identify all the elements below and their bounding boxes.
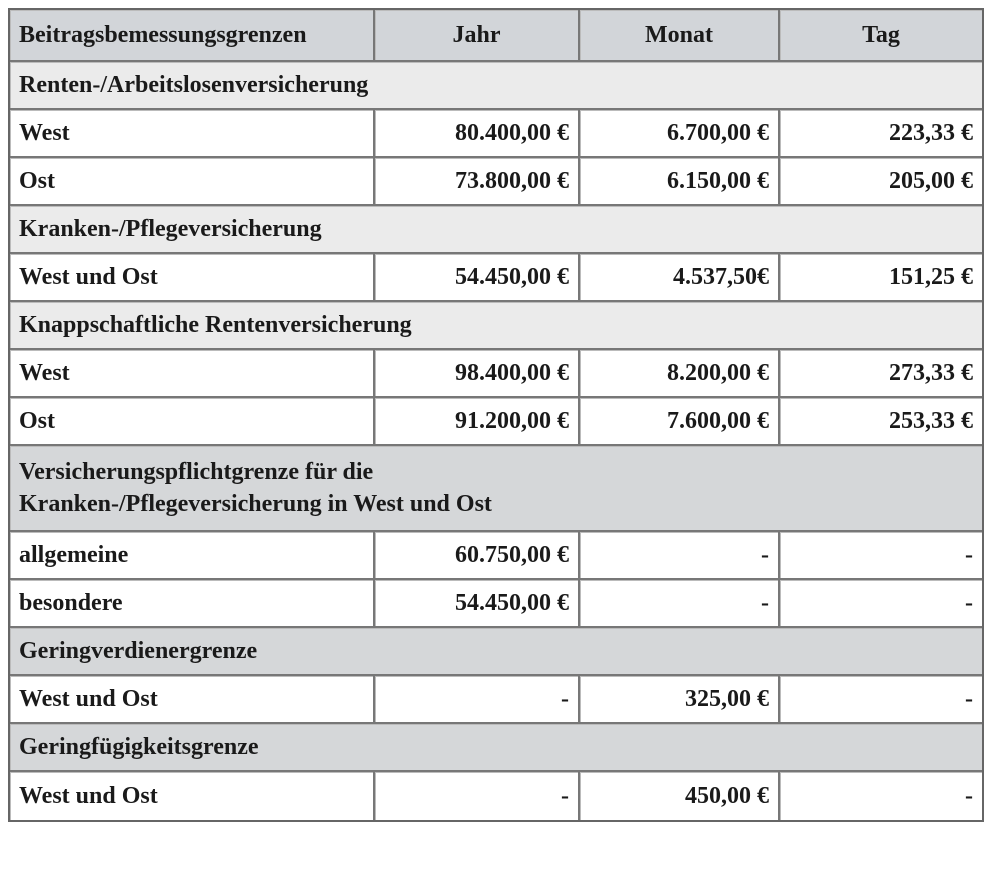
- contribution-limits-table: [8, 8, 984, 822]
- day-value: 253,33 €: [780, 398, 982, 446]
- table-row: [10, 532, 982, 580]
- year-value: 54.450,00 €: [375, 254, 580, 302]
- day-value: -: [780, 532, 982, 580]
- table-row: [10, 398, 982, 446]
- row-label: Ost: [10, 398, 375, 446]
- table-row: [10, 350, 982, 398]
- day-value: -: [780, 580, 982, 628]
- section-row: [10, 724, 982, 772]
- row-label: besondere: [10, 580, 375, 628]
- month-value: 325,00 €: [580, 676, 780, 724]
- section-title: Geringverdienergrenze: [10, 628, 982, 676]
- section-title-line: Versicherungspflichtgrenze für die: [19, 459, 374, 485]
- day-value: -: [780, 772, 982, 820]
- day-value: 273,33 €: [780, 350, 982, 398]
- section-row: [10, 446, 982, 532]
- section-row: [10, 302, 982, 350]
- table-row: [10, 254, 982, 302]
- header-month: Monat: [580, 10, 780, 62]
- month-value: 4.537,50€: [580, 254, 780, 302]
- row-label: West und Ost: [10, 676, 375, 724]
- section-row: [10, 62, 982, 110]
- year-value: 91.200,00 €: [375, 398, 580, 446]
- year-value: 73.800,00 €: [375, 158, 580, 206]
- month-value: -: [580, 532, 780, 580]
- year-value: 80.400,00 €: [375, 110, 580, 158]
- year-value: 54.450,00 €: [375, 580, 580, 628]
- section-title: [10, 446, 982, 532]
- header-year: Jahr: [375, 10, 580, 62]
- header-label: Beitragsbemessungsgrenzen: [10, 10, 375, 62]
- table-row: [10, 110, 982, 158]
- table-row: [10, 676, 982, 724]
- header-row: [10, 10, 982, 62]
- row-label: West und Ost: [10, 254, 375, 302]
- row-label: West: [10, 350, 375, 398]
- table-row: [10, 580, 982, 628]
- day-value: 223,33 €: [780, 110, 982, 158]
- year-value: 60.750,00 €: [375, 532, 580, 580]
- section-title: Renten-/Arbeitslosenversicherung: [10, 62, 982, 110]
- header-day: Tag: [780, 10, 982, 62]
- year-value: -: [375, 772, 580, 820]
- table-row: [10, 772, 982, 820]
- year-value: -: [375, 676, 580, 724]
- section-row: [10, 206, 982, 254]
- section-title: Kranken-/Pflegeversicherung: [10, 206, 982, 254]
- row-label: West: [10, 110, 375, 158]
- month-value: 7.600,00 €: [580, 398, 780, 446]
- month-value: 6.150,00 €: [580, 158, 780, 206]
- month-value: 6.700,00 €: [580, 110, 780, 158]
- section-title: Geringfügigkeitsgrenze: [10, 724, 982, 772]
- section-title: Knappschaftliche Rentenversicherung: [10, 302, 982, 350]
- month-value: -: [580, 580, 780, 628]
- day-value: 205,00 €: [780, 158, 982, 206]
- year-value: 98.400,00 €: [375, 350, 580, 398]
- month-value: 450,00 €: [580, 772, 780, 820]
- day-value: 151,25 €: [780, 254, 982, 302]
- table-row: [10, 158, 982, 206]
- section-row: [10, 628, 982, 676]
- row-label: allgemeine: [10, 532, 375, 580]
- day-value: -: [780, 676, 982, 724]
- row-label: West und Ost: [10, 772, 375, 820]
- month-value: 8.200,00 €: [580, 350, 780, 398]
- row-label: Ost: [10, 158, 375, 206]
- section-title-line: Kranken-/Pflegeversicherung in West und Ost: [19, 491, 492, 517]
